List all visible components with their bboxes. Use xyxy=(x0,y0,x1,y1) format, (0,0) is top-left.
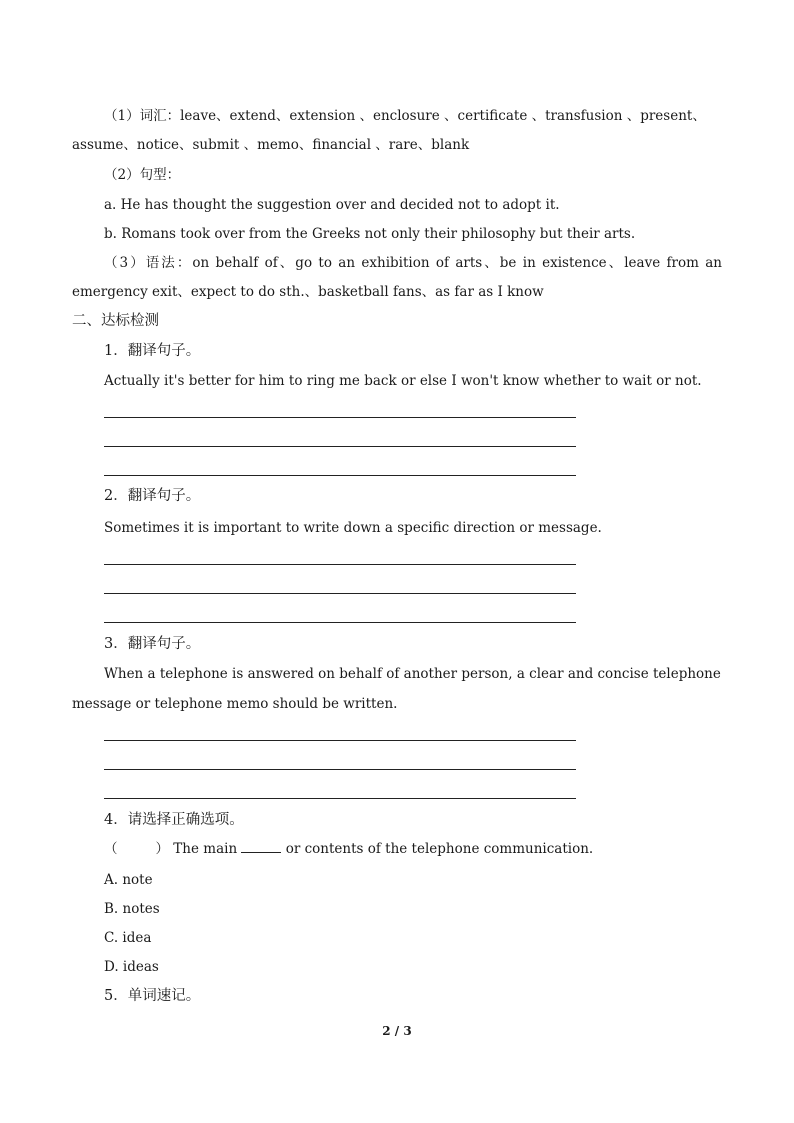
vocab-line-1: （1）词汇：leave、extend、extension 、enclosure 、certificate 、transfusion 、present、 xyxy=(104,108,706,124)
patterns-heading: （2）句型： xyxy=(104,167,181,183)
q4-stem-after: or contents of the telephone communication. xyxy=(285,841,594,857)
answer-line[interactable] xyxy=(104,740,576,741)
q5-heading: 5．单词速记。 xyxy=(104,988,201,1004)
q1-heading: 1．翻译句子。 xyxy=(104,343,201,359)
q4-stem-before: The main xyxy=(173,841,238,857)
vocab-line-2: assume、notice、submit 、memo、financial 、rare、blank xyxy=(72,137,470,153)
q4-stem xyxy=(104,839,593,859)
pattern-b: b. Romans took over from the Greeks not only their philosophy but their arts. xyxy=(104,226,636,242)
answer-paren-close: ） xyxy=(155,841,169,857)
q2-heading: 2．翻译句子。 xyxy=(104,488,201,504)
q4-heading: 4．请选择正确选项。 xyxy=(104,812,244,828)
answer-line[interactable] xyxy=(104,593,576,594)
option-c[interactable]: C. idea xyxy=(104,930,152,946)
option-b[interactable]: B. notes xyxy=(104,901,160,917)
fill-blank[interactable] xyxy=(241,840,281,853)
answer-line[interactable] xyxy=(104,798,576,799)
option-a[interactable]: A. note xyxy=(104,872,153,888)
q3-text-line-1: When a telephone is answered on behalf of another person, a clear and concise telephone xyxy=(104,666,721,682)
q3-text-line-2: message or telephone memo should be written. xyxy=(72,696,398,712)
section-title: 二、达标检测 xyxy=(72,313,159,329)
grammar-line-1: （3）语法：on behalf of、go to an exhibition of arts、be in existence、leave from an xyxy=(104,255,722,271)
pattern-a: a. He has thought the suggestion over and decided not to adopt it. xyxy=(104,197,560,213)
answer-line[interactable] xyxy=(104,769,576,770)
q1-text: Actually it's better for him to ring me back or else I won't know whether to wait or not. xyxy=(104,373,702,389)
answer-paren-open: （ xyxy=(104,841,118,857)
option-d[interactable]: D. ideas xyxy=(104,959,159,975)
q3-heading: 3．翻译句子。 xyxy=(104,636,201,652)
answer-line[interactable] xyxy=(104,417,576,418)
answer-line[interactable] xyxy=(104,564,576,565)
grammar-line-2: emergency exit、expect to do sth.、basketball fans、as far as I know xyxy=(72,284,544,300)
answer-line[interactable] xyxy=(104,475,576,476)
q2-text: Sometimes it is important to write down a specific direction or message. xyxy=(104,520,602,536)
answer-line[interactable] xyxy=(104,446,576,447)
page-number: 2 / 3 xyxy=(382,1024,412,1038)
answer-line[interactable] xyxy=(104,622,576,623)
